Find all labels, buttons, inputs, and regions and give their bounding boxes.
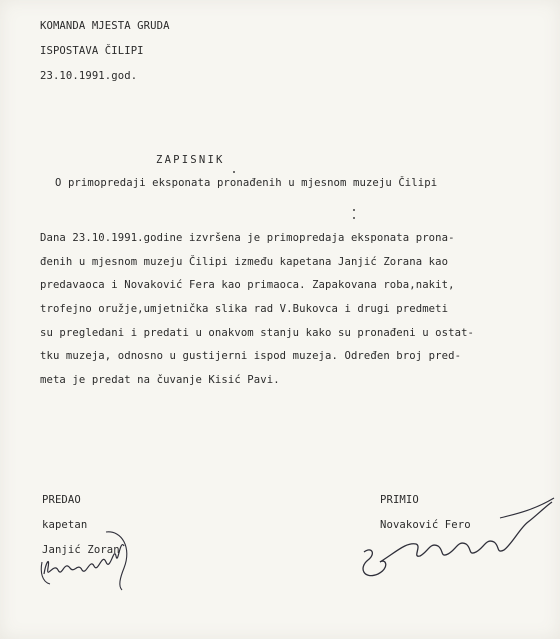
document-subtitle: O primopredaji eksponata pronađenih u mjesnom muzeju Čilipi <box>55 177 438 189</box>
ink-speck <box>353 209 355 211</box>
body-line: meta je predat na čuvanje Kisić Pavi. <box>40 374 280 386</box>
handover-role-label: PREDAO <box>42 494 81 506</box>
document-title: ZAPISNIK <box>156 154 225 166</box>
body-line: đenih u mjesnom muzeju Čilipi između kapetana Janjić Zorana kao <box>40 256 449 268</box>
body-line: trofejno oružje,umjetnička slika rad V.Bukovca i drugi predmeti <box>40 303 449 315</box>
header-office: ISPOSTAVA ČILIPI <box>40 45 144 57</box>
handover-name: Janjić Zoran <box>42 544 120 556</box>
body-line: tku muzeja, odnosno u gustijerni ispod muzeja. Određen broj pred- <box>40 350 462 362</box>
header-date: 23.10.1991.god. <box>40 70 138 82</box>
receiver-role-label: PRIMIO <box>380 494 419 506</box>
ink-speck <box>233 171 235 173</box>
ink-speck <box>353 217 355 219</box>
body-line: predavaoca i Novaković Fera kao primaoca. Zapakovana roba,nakit, <box>40 279 455 291</box>
body-line: su pregledani i predati u onakvom stanju kako su pronađeni u ostat- <box>40 327 475 339</box>
handover-rank: kapetan <box>42 519 88 531</box>
body-line: Dana 23.10.1991.godine izvršena je primopredaja eksponata prona- <box>40 232 455 244</box>
handover-signature <box>36 522 136 592</box>
receiver-signature <box>350 488 556 588</box>
receiver-name: Novaković Fero <box>380 519 471 531</box>
header-command: KOMANDA MJESTA GRUDA <box>40 20 170 32</box>
